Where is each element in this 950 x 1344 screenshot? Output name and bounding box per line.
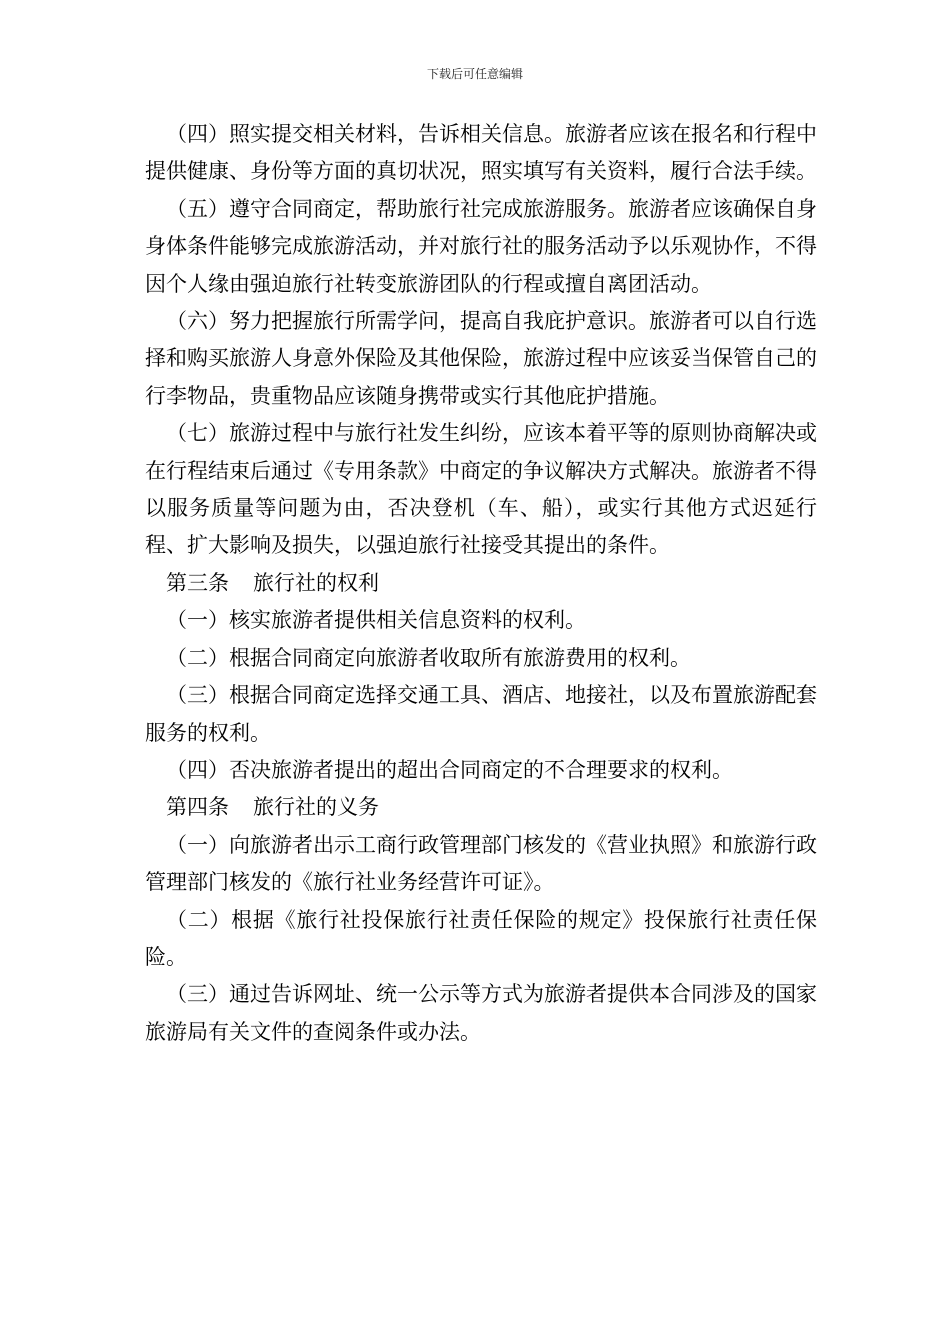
paragraph-obligation-7: （七）旅游过程中与旅行社发生纠纷，应该本着平等的原则协商解决或在行程结束后通过《专用条款》中商定的争议解决方式解决。旅游者不得以服务质量等问题为由，否决登机（车、船），或实行其他方式迟延行程、扩大影响及损失，以强迫旅行社接受其提出的条件。 xyxy=(145,421,817,558)
article-3-number: 第三条 xyxy=(166,570,229,595)
paragraph-duty-2: （二）根据《旅行社投保旅行社责任保险的规定》投保旅行社责任保险。 xyxy=(145,907,817,969)
paragraph-duty-3: （三）通过告诉网址、统一公示等方式为旅游者提供本合同涉及的国家旅游局有关文件的查阅条件或办法。 xyxy=(145,982,817,1044)
page-header: 下载后可任意编辑 xyxy=(426,67,523,81)
document-body xyxy=(145,116,817,1051)
article-4-heading xyxy=(145,789,817,826)
paragraph-obligation-4: （四）照实提交相关材料，告诉相关信息。旅游者应该在报名和行程中提供健康、身份等方面的真切状况，照实填写有关资料，履行合法手续。 xyxy=(145,122,817,184)
paragraph-right-3: （三）根据合同商定选择交通工具、酒店、地接社，以及布置旅游配套服务的权利。 xyxy=(145,683,817,745)
paragraph-duty-1: （一）向旅游者出示工商行政管理部门核发的《营业执照》和旅游行政管理部门核发的《旅行社业务经营许可证》。 xyxy=(145,832,817,895)
article-4-title: 旅行社的义务 xyxy=(253,795,379,820)
paragraph-right-1: （一）核实旅游者提供相关信息资料的权利。 xyxy=(166,608,586,633)
article-3-heading xyxy=(145,565,817,602)
article-4-number: 第四条 xyxy=(166,795,229,820)
article-3-title: 旅行社的权利 xyxy=(253,570,379,595)
paragraph-obligation-6: （六）努力把握旅行所需学问，提高自我庇护意识。旅游者可以自行选择和购买旅游人身意外保险及其他保险，旅游过程中应该妥当保管自己的行李物品，贵重物品应该随身携带或实行其他庇护措施。 xyxy=(145,309,817,408)
paragraph-right-2: （二）根据合同商定向旅游者收取所有旅游费用的权利。 xyxy=(166,645,691,670)
paragraph-obligation-5: （五）遵守合同商定，帮助旅行社完成旅游服务。旅游者应该确保自身身体条件能够完成旅游活动，并对旅行社的服务活动予以乐观协作，不得因个人缘由强迫旅行社转变旅游团队的行程或擅自离团活动。 xyxy=(145,196,817,296)
paragraph-right-4: （四）否决旅游者提出的超出合同商定的不合理要求的权利。 xyxy=(166,757,733,782)
